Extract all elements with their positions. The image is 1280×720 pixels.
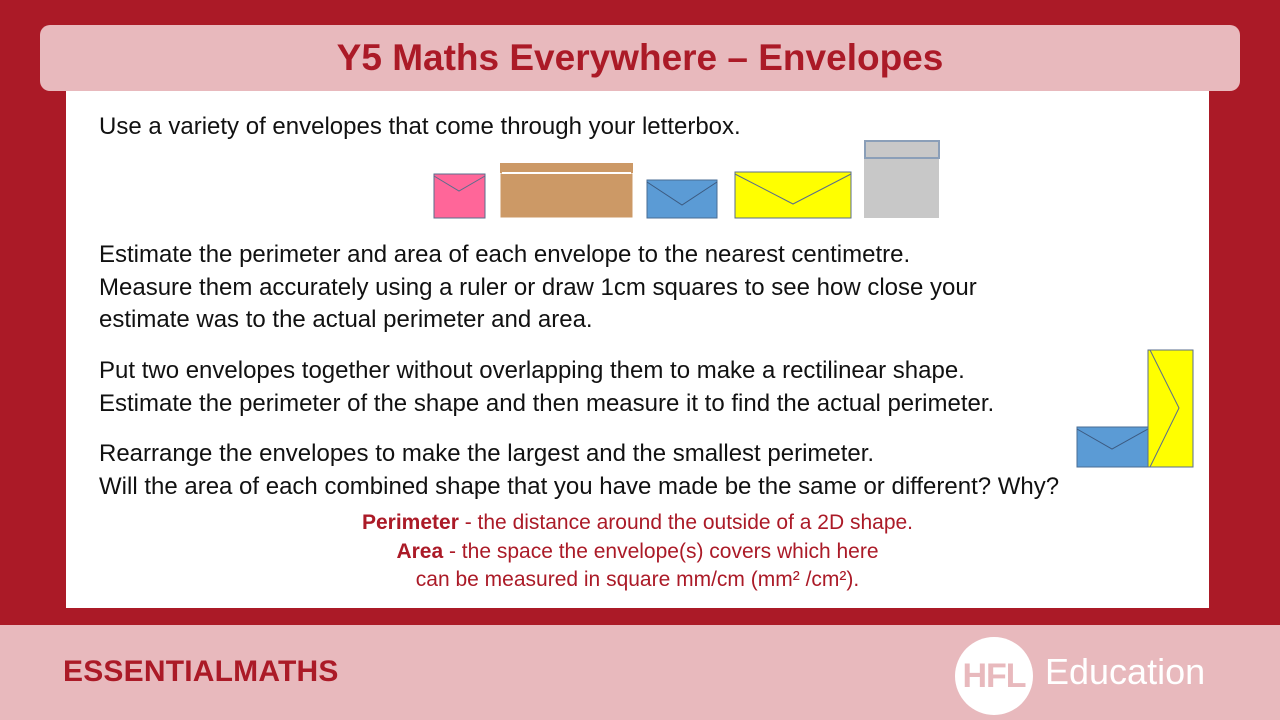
content-panel <box>66 91 1209 608</box>
combine-line-1: Put two envelopes together without overlapping them to make a rectilinear shape. <box>99 357 965 384</box>
perimeter-definition <box>66 509 1209 538</box>
footer <box>0 625 1280 720</box>
perimeter-term: Perimeter <box>361 511 459 534</box>
logo-text: Education <box>1045 651 1206 692</box>
definitions <box>66 509 1209 595</box>
combine-line-2: Estimate the perimeter of the shape and then measure it to find the actual perimeter. <box>99 389 995 417</box>
logo-circle <box>955 637 1033 715</box>
blue-envelope-icon <box>647 180 717 218</box>
rearrange-line-1: Rearrange the envelopes to make the largest and the smallest perimeter. <box>99 440 875 467</box>
title-bar <box>40 25 1240 91</box>
logo-mark: HFL <box>962 656 1026 695</box>
combined-envelopes-icon <box>1077 350 1193 467</box>
pink-envelope-icon <box>434 174 485 218</box>
rearrange-line-2: Will the area of each combined shape that you have made be the same or different? Why? <box>99 472 1060 500</box>
area-definition <box>66 538 1209 567</box>
area-text: - the space the envelope(s) covers which here <box>443 539 879 563</box>
combine-paragraph <box>99 355 994 420</box>
area-definition-continued: can be measured in square mm/cm (mm² /cm²). <box>415 568 860 591</box>
rearrange-paragraph <box>99 438 1059 503</box>
estimate-line-3: estimate was to the actual perimeter and area. <box>99 306 593 333</box>
brand-name: ESSENTIALMATHS <box>63 655 339 688</box>
hfl-education-logo <box>950 625 1220 720</box>
area-term: Area <box>396 539 444 563</box>
brown-envelope-icon <box>500 163 633 218</box>
yellow-envelope-icon <box>735 172 851 218</box>
grey-envelope-icon <box>864 141 939 218</box>
estimate-line-1: Estimate the perimeter and area of each envelope to the nearest centimetre. <box>99 241 911 268</box>
estimate-line-2: Measure them accurately using a ruler or draw 1cm squares to see how close your <box>99 273 977 301</box>
page-title: Y5 Maths Everywhere – Envelopes <box>336 37 944 78</box>
intro-line: Use a variety of envelopes that come through your letterbox. <box>99 113 741 140</box>
perimeter-text: - the distance around the outside of a 2D shape. <box>458 511 914 534</box>
estimate-paragraph <box>99 239 977 337</box>
